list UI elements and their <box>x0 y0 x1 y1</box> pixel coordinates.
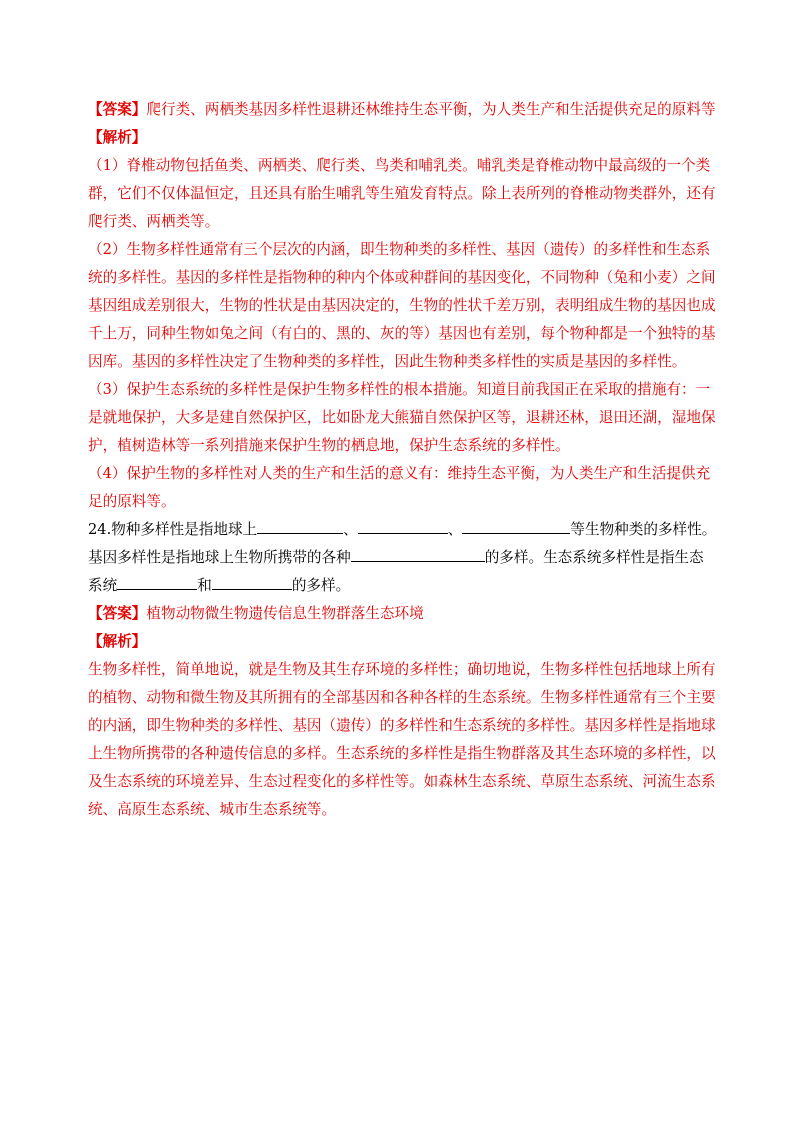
blank-microbes <box>462 518 570 534</box>
document-page <box>88 96 717 824</box>
q24-answer-text: 植物动物微生物遗传信息生物群落生态环境 <box>146 605 424 622</box>
q24-question-line-1 <box>88 516 717 544</box>
q24-question-line-3 <box>88 572 712 600</box>
blank-genetic-info <box>351 546 485 562</box>
q23-p1-line: 爬行类、两栖类等。 <box>88 213 220 230</box>
q24-answer-line <box>88 600 712 628</box>
q24-analysis-line: 的内涵，即生物种类的多样性、基因（遗传）的多样性和生态系统的多样性。基因多样性是指地球 <box>88 717 716 734</box>
q23-p1-line: 群，它们不仅体温恒定，且还具有胎生哺乳等生殖发育特点。除上表所列的脊椎动物类群外，还有 <box>88 185 716 202</box>
q23-p4-line: （4）保护生物的多样性对人类的生产和生活的意义有：维持生态平衡，为人类生产和生活提供充 <box>88 465 711 482</box>
q23-p3-line: （3）保护生态系统的多样性是保护生物多样性的根本措施。知道目前我国正在采取的措施有：一 <box>88 381 711 398</box>
q23-p2-line: 千上万，同种生物如兔之间（有白的、黑的、灰的等）基因也有差别，每个物种都是一个独特的基 <box>88 325 716 342</box>
q23-p2-line: 基因组成差别很大，生物的性状是由基因决定的，生物的性状千差万别，表明组成生物的基因也成 <box>88 297 716 314</box>
q24-sep: 、 <box>447 521 463 538</box>
q24-analysis-line: 统、高原生态系统、城市生态系统等。 <box>88 801 337 818</box>
q24-analysis-line: 及生态系统的环境差异、生态过程变化的多样性等。如森林生态系统、草原生态系统、河流生态系 <box>88 773 716 790</box>
q24-sep: 、 <box>343 521 358 538</box>
q23-p4-line: 足的原料等。 <box>88 493 176 510</box>
q24-text: 的多样。 <box>291 577 351 594</box>
q23-p2-line: 因库。基因的多样性决定了生物种类的多样性，因此生物种类多样性的实质是基因的多样性。 <box>88 353 687 370</box>
q23-answer-label: 【答案】 <box>88 101 147 118</box>
q24-text: 系统 <box>88 577 118 594</box>
blank-plants <box>257 518 343 534</box>
q24-text: 的多样。生态系统多样性是指生态 <box>484 549 704 566</box>
q24-analysis-line: 上生物所携带的各种遗传信息的多样。生态系统的多样性是指生物群落及其生态环境的多样性，以 <box>88 745 716 762</box>
q24-text: 基因多样性是指地球上生物所携带的各种 <box>88 549 351 566</box>
q23-answer-line <box>88 96 716 124</box>
q23-p3-line: 护，植树造林等一系列措施来保护生物的栖息地，保护生态系统的多样性。 <box>88 437 570 454</box>
q24-question-line-2 <box>88 544 712 572</box>
q23-p2-line: 统的多样性。基因的多样性是指物种的种内个体或种群间的基因变化，不同物种（兔和小麦）之间 <box>88 269 716 286</box>
q23-p3-line: 是就地保护，大多是建自然保护区，比如卧龙大熊猫自然保护区等，退耕还林，退田还湖，湿地保 <box>88 409 716 426</box>
blank-environment <box>212 574 292 590</box>
blank-animals <box>358 518 448 534</box>
q24-text: 等生物种类的多样性。 <box>570 521 717 538</box>
q24-answer-label: 【答案】 <box>88 605 147 622</box>
q23-p2-line: （2）生物多样性通常有三个层次的内涵，即生物种类的多样性、基因（遗传）的多样性和生态系 <box>88 241 711 258</box>
q24-text: 和 <box>197 577 212 594</box>
q24-text: 24.物种多样性是指地球上 <box>88 521 258 538</box>
q23-analysis-label: 【解析】 <box>88 129 147 146</box>
q23-answer-text: 爬行类、两栖类基因多样性退耕还林维持生态平衡，为人类生产和生活提供充足的原料等 <box>146 101 716 118</box>
q24-analysis-line: 的植物、动物和微生物及其所拥有的全部基因和各种各样的生态系统。生物多样性通常有三个主要 <box>88 689 716 706</box>
q23-p1-line: （1）脊椎动物包括鱼类、两栖类、爬行类、鸟类和哺乳类。哺乳类是脊椎动物中最高级的一个类 <box>88 157 711 174</box>
q24-analysis-line: 生物多样性，简单地说，就是生物及其生存环境的多样性；确切地说，生物多样性包括地球上所有 <box>88 661 716 678</box>
blank-community <box>117 574 197 590</box>
q24-analysis-label: 【解析】 <box>88 633 147 650</box>
